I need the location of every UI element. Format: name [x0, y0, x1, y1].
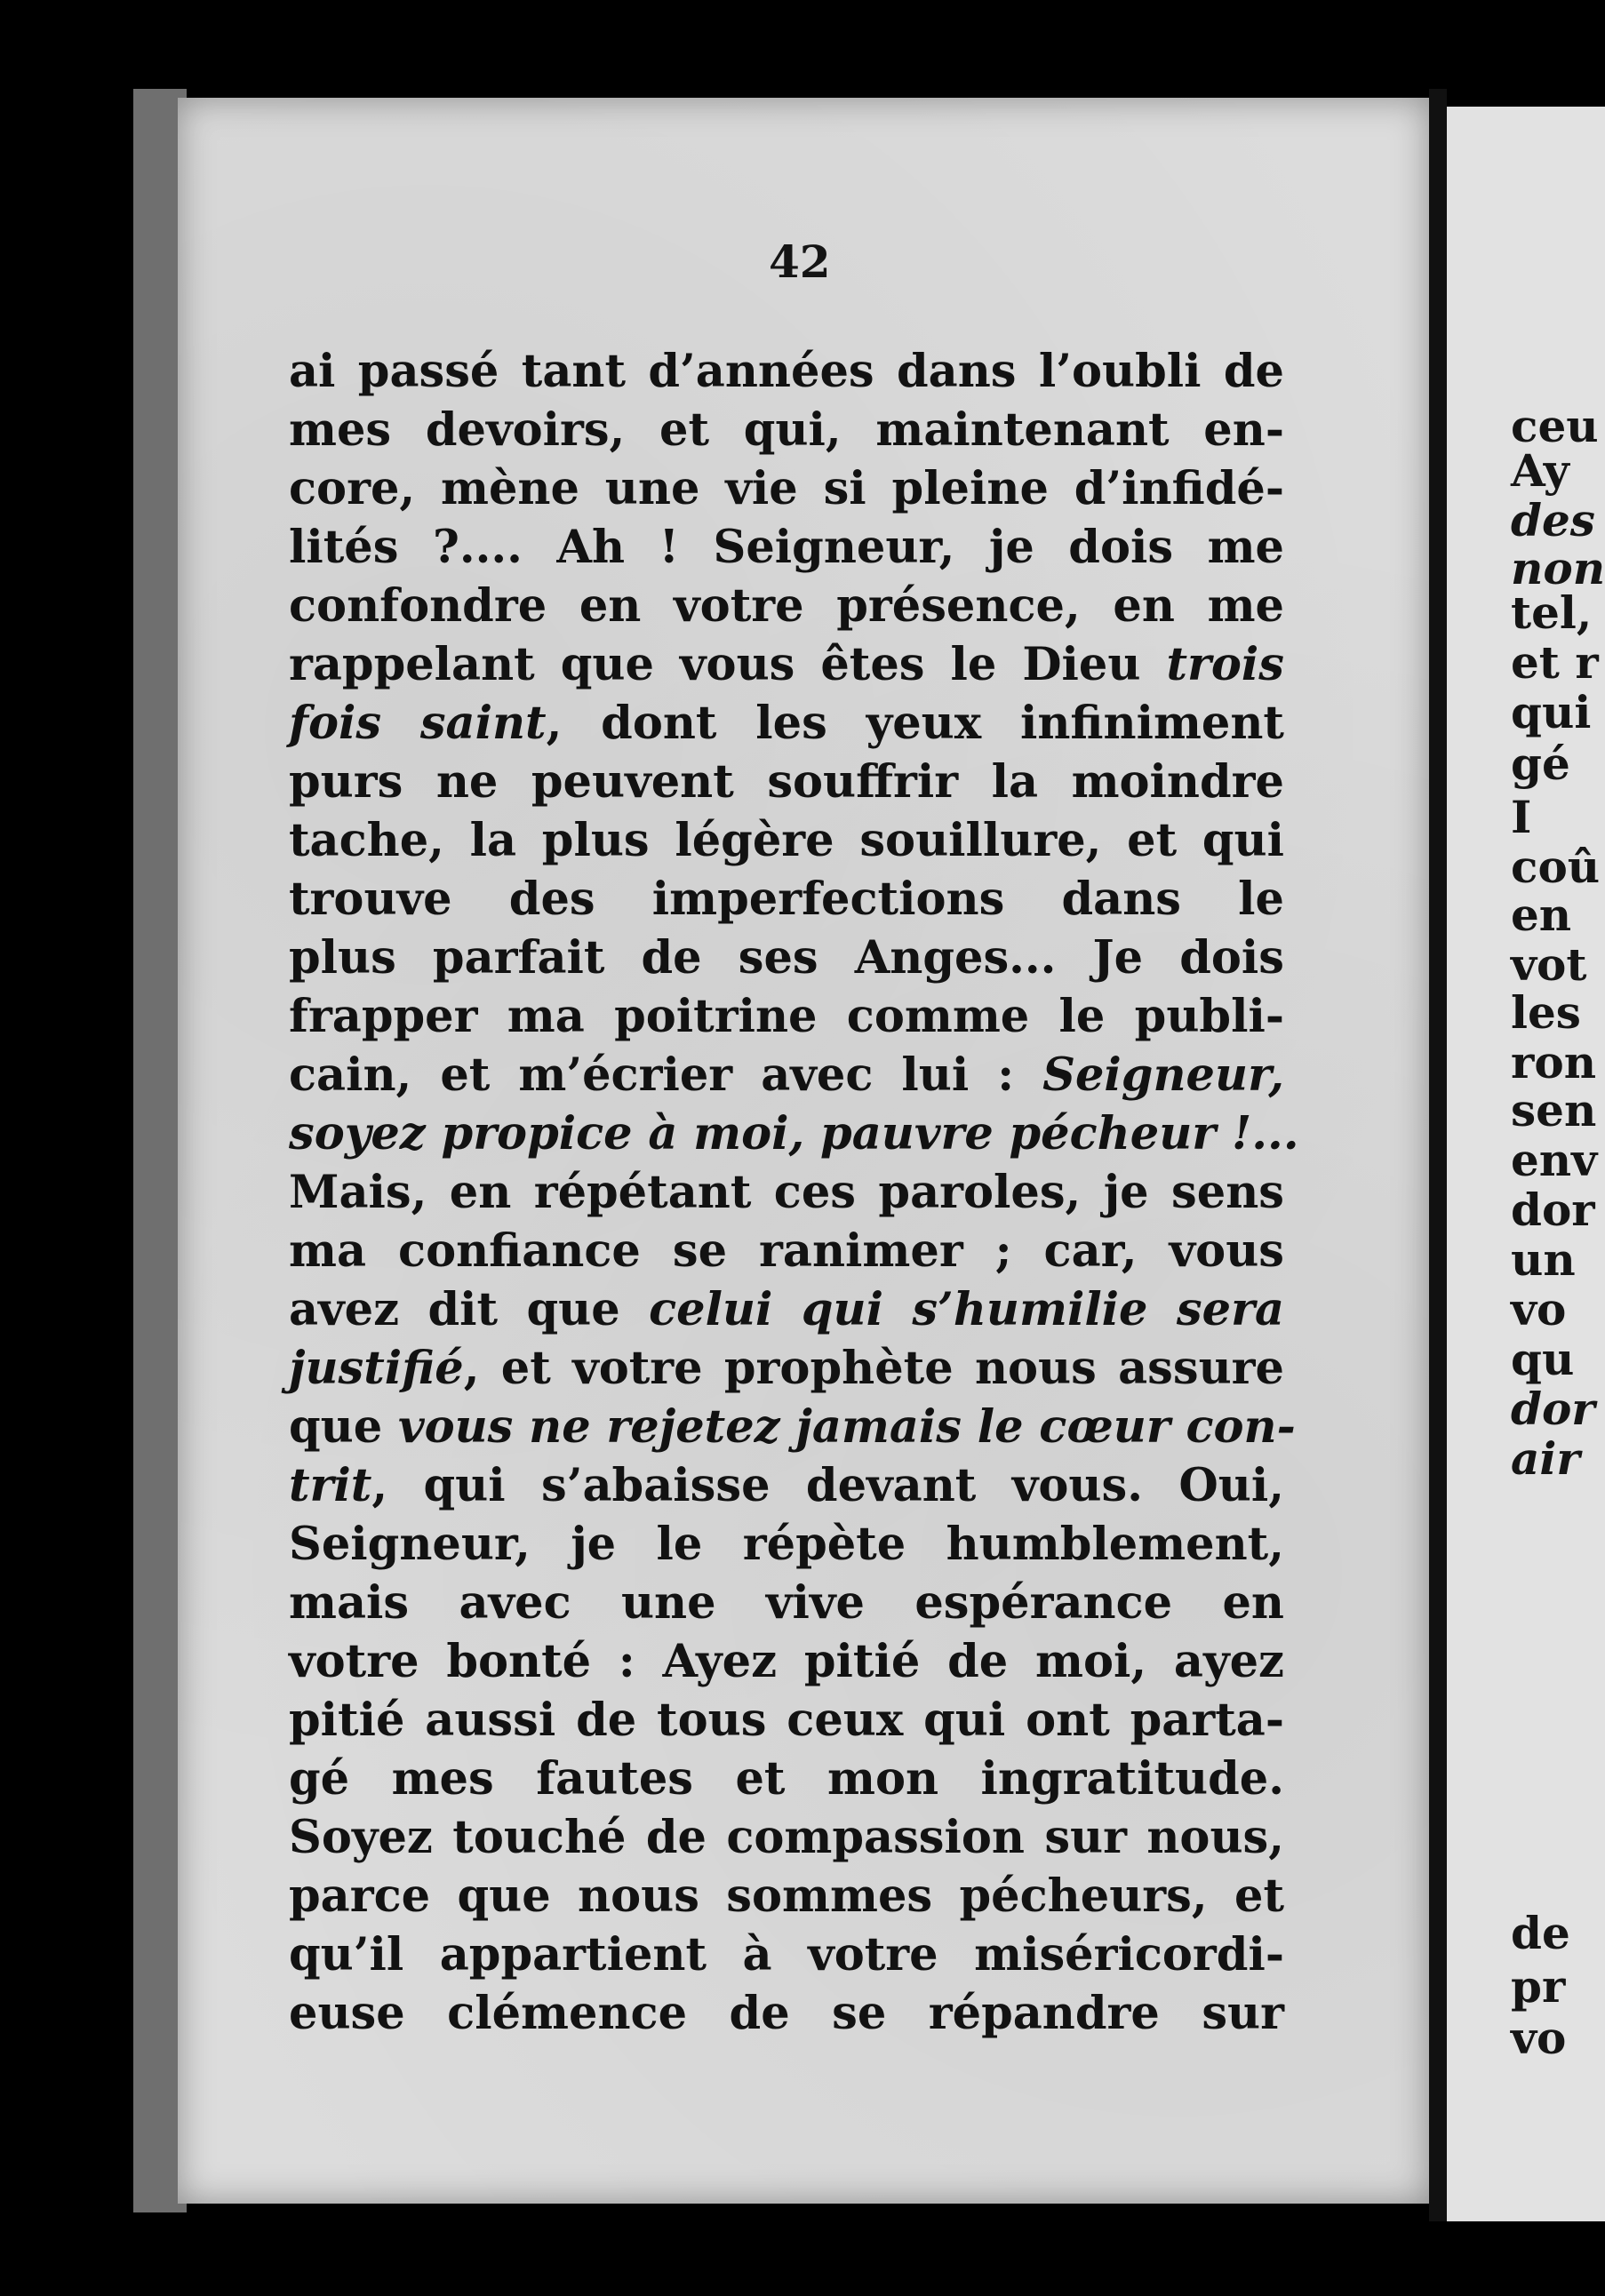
facing-page-fragment: sen: [1511, 1084, 1597, 1136]
text-line: [289, 1515, 1284, 1574]
page-number: 42: [769, 235, 831, 288]
text-line: [289, 1925, 1284, 1984]
facing-page-fragment: qui: [1511, 686, 1592, 738]
text-line: [289, 1398, 1296, 1456]
facing-page-fragment: gé: [1511, 737, 1570, 790]
italic-text-run: fois saint: [289, 697, 547, 750]
facing-page-fragment: un: [1511, 1233, 1576, 1286]
text-line: [289, 577, 1284, 635]
facing-page-fragment: pr: [1511, 1960, 1566, 2013]
text-run: , qui s’abaisse devant vous. Oui,: [371, 1459, 1284, 1512]
text-run: , dont les yeux infiniment: [546, 697, 1284, 750]
text-run: mais avec une vive espérance en: [289, 1576, 1284, 1630]
text-line: [289, 342, 1284, 401]
text-run: Soyez touché de compassion sur nous,: [289, 1811, 1284, 1864]
text-run: confondre en votre présence, en me: [289, 579, 1284, 633]
facing-page-fragment: env: [1511, 1134, 1598, 1186]
text-line: [289, 518, 1284, 577]
text-run: Seigneur, je le répète humblement,: [289, 1518, 1284, 1571]
facing-page-fragment: vo: [1511, 1283, 1567, 1335]
facing-page-fragment: I: [1511, 791, 1532, 843]
text-line: [289, 929, 1284, 987]
text-run: tache, la plus légère souillure, et qui: [289, 814, 1284, 867]
italic-text-run: trois: [1166, 638, 1284, 691]
facing-page-fragment: ron: [1511, 1036, 1597, 1088]
text-run: que: [289, 1400, 398, 1454]
text-line: [289, 1574, 1284, 1632]
italic-text-run: vous ne rejetez jamais le cœur con-: [397, 1400, 1296, 1454]
facing-page-fragment: tel,: [1511, 586, 1593, 639]
text-line: [289, 694, 1284, 753]
text-line: [289, 987, 1284, 1046]
text-run: plus parfait de ses Anges... Je dois: [289, 931, 1284, 985]
facing-page-fragment: vot: [1511, 938, 1587, 991]
text-line: [289, 1691, 1284, 1750]
text-line: [289, 1163, 1284, 1222]
text-line: [289, 1750, 1284, 1808]
facing-page-fragment: qu: [1511, 1333, 1575, 1385]
text-line: [289, 1222, 1284, 1280]
text-run: rappelant que vous êtes le Dieu: [289, 638, 1167, 691]
facing-page-fragment: Ay: [1511, 444, 1569, 497]
facing-page-fragment: ceu: [1511, 400, 1599, 452]
text-line: [289, 870, 1284, 929]
text-line: [289, 1104, 1299, 1163]
text-run: ai passé tant d’années dans l’oubli de: [289, 345, 1284, 398]
text-line: [289, 1456, 1284, 1515]
facing-page-fragment: air: [1511, 1432, 1580, 1485]
text-line: [289, 1339, 1284, 1398]
text-run: cain, et m’écrier avec lui :: [289, 1048, 1043, 1102]
text-line: [289, 635, 1284, 694]
text-run: core, mène une vie si pleine d’infidé-: [289, 462, 1284, 515]
text-run: pitié aussi de tous ceux qui ont parta-: [289, 1694, 1284, 1747]
text-line: [289, 459, 1284, 518]
text-line: [289, 1046, 1284, 1104]
italic-text-run: trit: [289, 1459, 372, 1512]
text-run: Mais, en répétant ces paroles, je sens: [289, 1166, 1284, 1219]
facing-page-fragment: coû: [1511, 841, 1601, 893]
text-line: [289, 1808, 1284, 1867]
italic-text-run: Seigneur,: [1042, 1048, 1284, 1102]
text-run: euse clémence de se répandre sur: [289, 1987, 1284, 2040]
text-line: [289, 401, 1284, 459]
text-run: qu’il appartient à votre miséricordi-: [289, 1928, 1284, 1981]
facing-page-fragment: vo: [1511, 2012, 1567, 2064]
facing-page-fragment: les: [1511, 986, 1581, 1039]
text-run: trouve des imperfections dans le: [289, 873, 1284, 926]
facing-page-fragment: non: [1511, 542, 1605, 594]
text-line: [289, 1867, 1284, 1925]
text-line: [289, 811, 1284, 870]
text-line: [289, 753, 1284, 811]
text-line: [289, 1984, 1284, 2043]
text-run: frapper ma poitrine comme le publi-: [289, 990, 1284, 1043]
facing-page-fragment: dor: [1511, 1383, 1595, 1435]
facing-page-fragment: des: [1511, 494, 1595, 546]
text-run: avez dit que: [289, 1283, 650, 1336]
text-run: , et votre prophète nous assure: [463, 1342, 1284, 1395]
facing-page-fragment: en: [1511, 889, 1572, 941]
facing-page-fragment: et r: [1511, 636, 1599, 689]
text-run: purs ne peuvent souffrir la moindre: [289, 755, 1284, 809]
italic-text-run: celui qui s’humilie sera: [649, 1283, 1284, 1336]
text-run: lités ?.... Ah ! Seigneur, je dois me: [289, 521, 1284, 574]
text-run: gé mes fautes et mon ingratitude.: [289, 1752, 1284, 1806]
text-run: parce que nous sommes pécheurs, et: [289, 1869, 1284, 1923]
text-run: ma confiance se ranimer ; car, vous: [289, 1224, 1284, 1278]
italic-text-run: soyez propice à moi, pauvre pécheur !...: [289, 1107, 1299, 1160]
text-line: [289, 1280, 1284, 1339]
text-run: votre bonté : Ayez pitié de moi, ayez: [289, 1635, 1284, 1688]
text-run: mes devoirs, et qui, maintenant en-: [289, 403, 1284, 457]
facing-page-fragment: de: [1511, 1907, 1570, 1959]
italic-text-run: justifié: [289, 1342, 464, 1395]
text-line: [289, 1632, 1284, 1691]
facing-page-fragment: dor: [1511, 1184, 1595, 1236]
page-body-text: [289, 342, 1299, 2043]
page-gutter: [1429, 89, 1447, 2221]
